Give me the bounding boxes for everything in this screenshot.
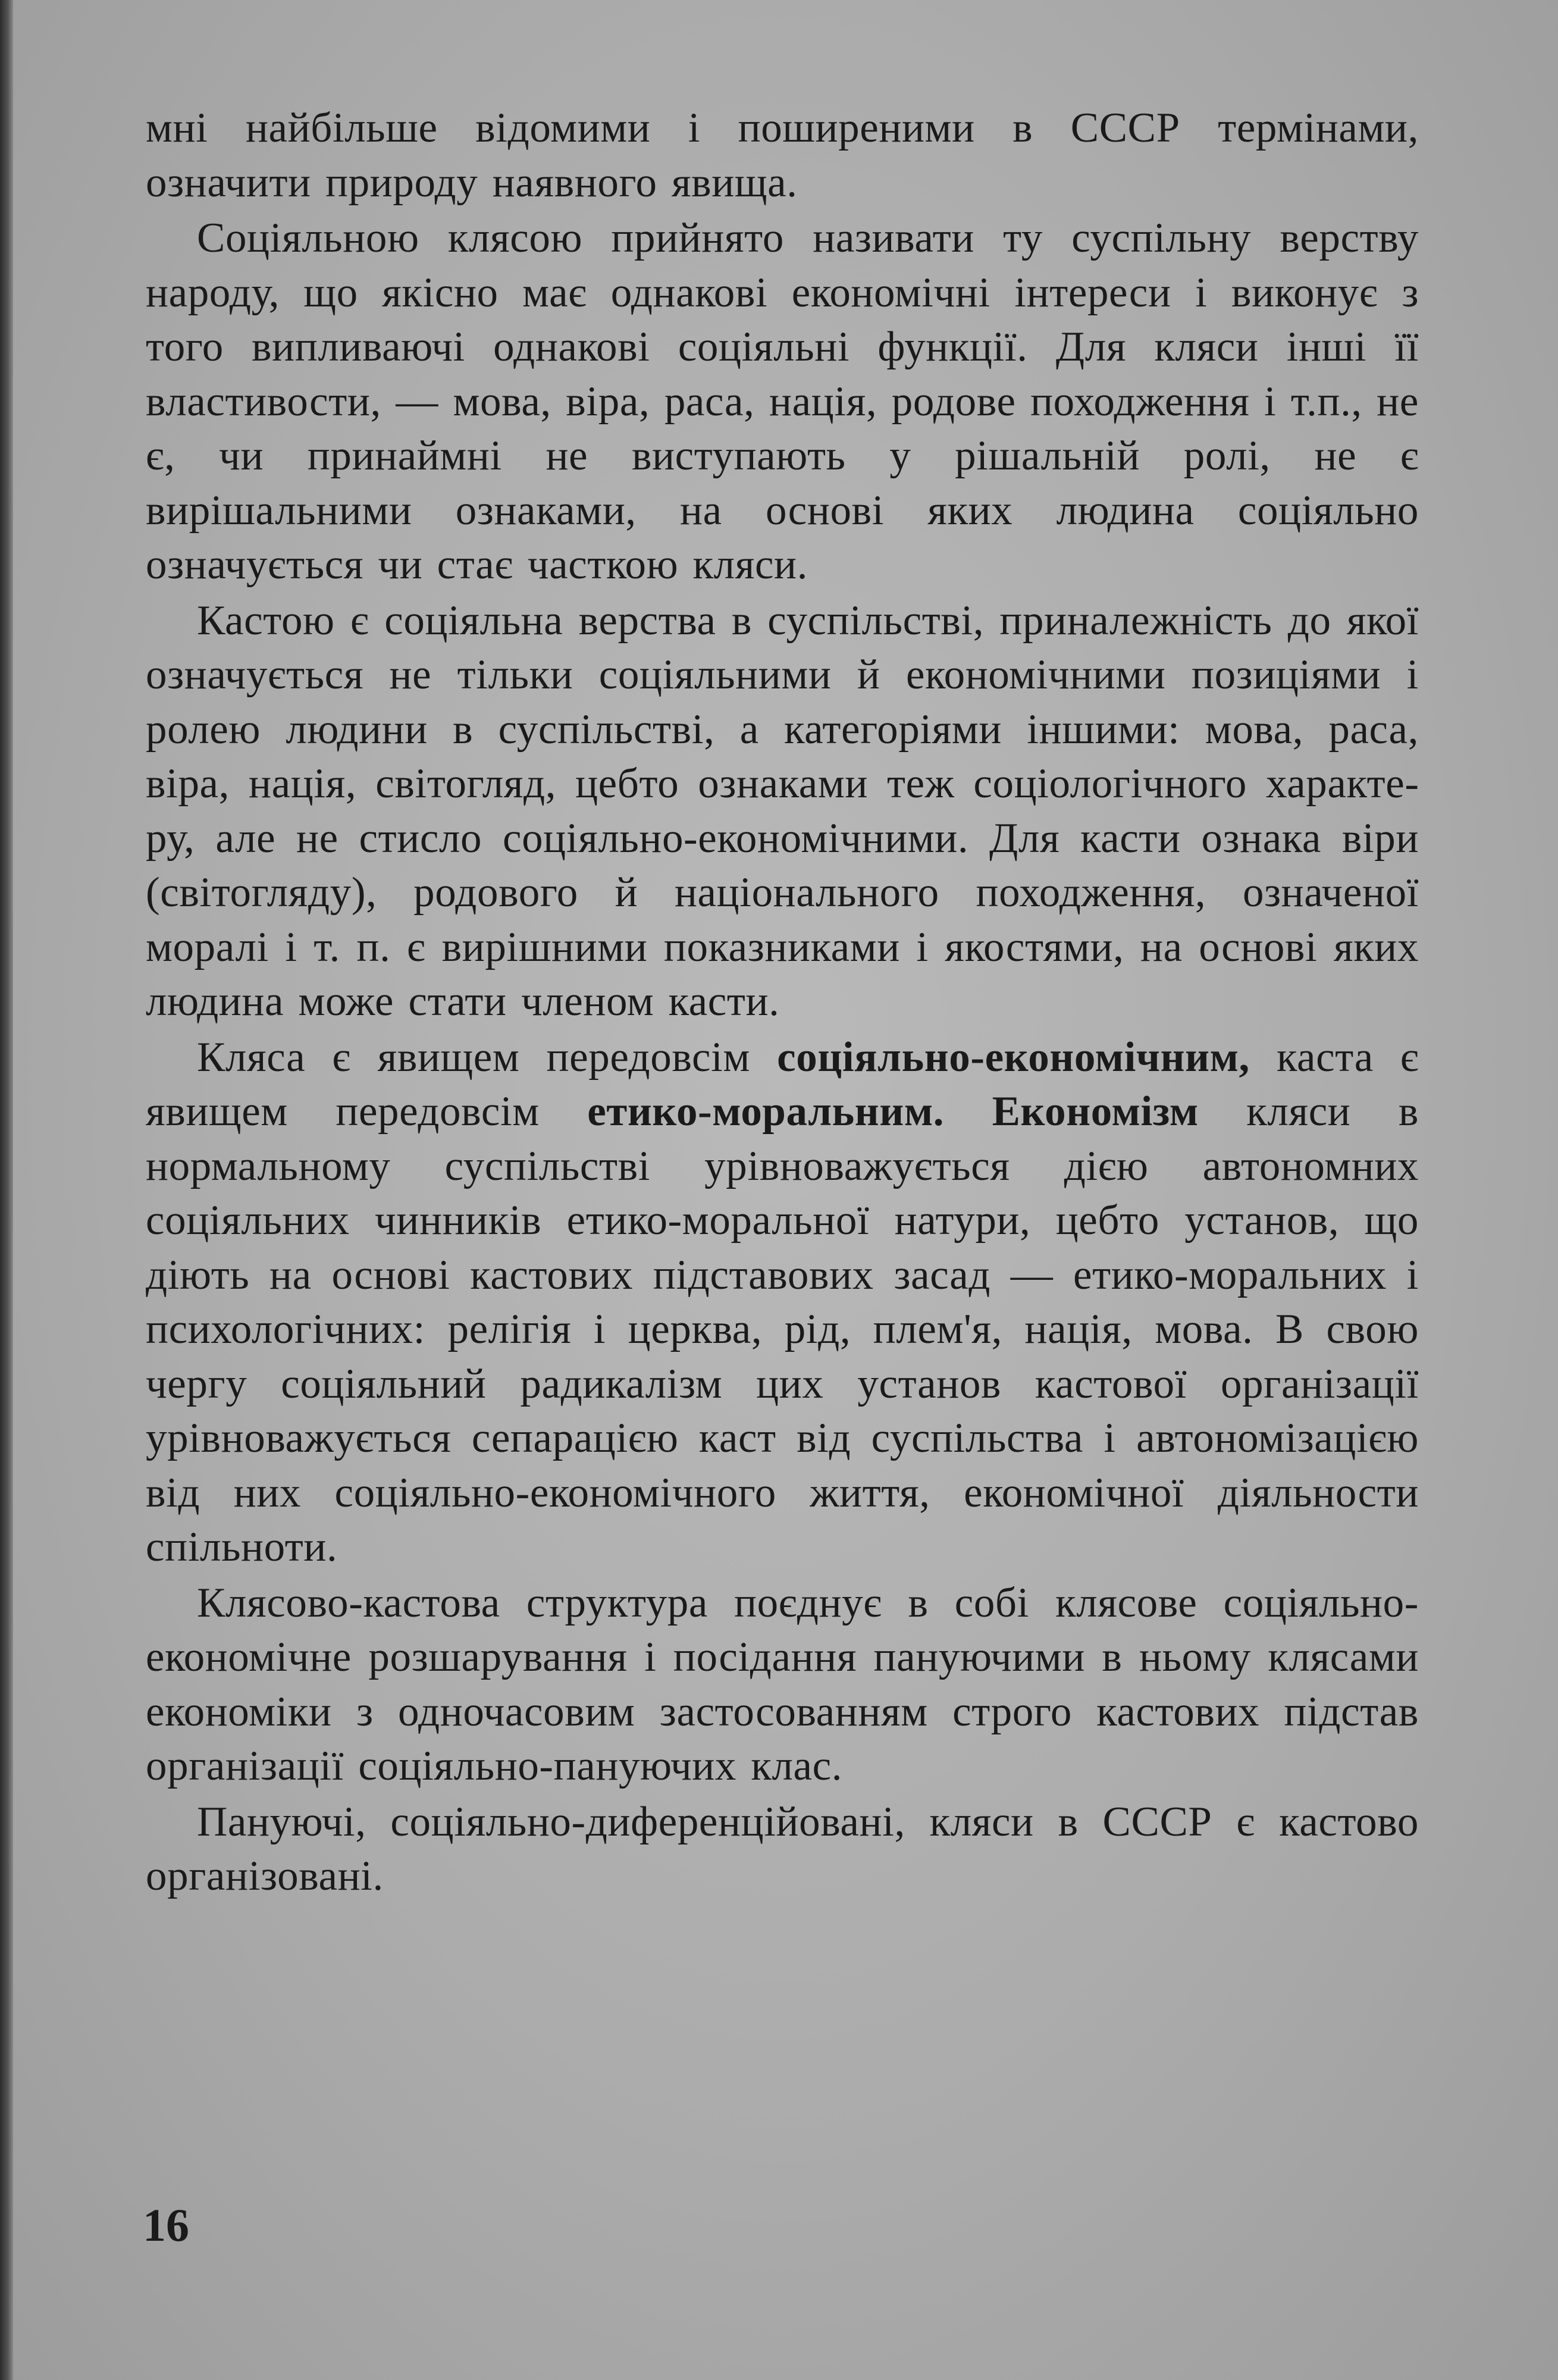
body-text xyxy=(146,101,1419,1904)
text-run: Кляса є явищем передовсім xyxy=(197,1034,778,1081)
text-run xyxy=(944,1088,992,1135)
text-run: Соціяльною клясою прийнято називати ту суспільну верству народу, що якісно має однакові економічні інтереси і виконує з того випливаючі однакові соціяльні функції. Для кляси інші її властивости, — мова, віра, раса, нація, родове походження і т.п., не є, чи принаймні не виступають у рішальній ролі, не є вирішальними ознаками, на основі яких людина соціяльно означується чи стає часткою кляси. xyxy=(146,215,1419,588)
page-number: 16 xyxy=(143,2199,189,2251)
paragraph xyxy=(146,101,1419,210)
paragraph xyxy=(146,1795,1419,1904)
paragraph xyxy=(146,594,1419,1029)
bold-text-run: соціяльно-економічним, xyxy=(777,1034,1250,1081)
text-run: Пануючі, соціяльно-диференційовані, кляси в СССР є кастово організовані. xyxy=(146,1798,1419,1899)
text-run: мні найбільше відомими і поширеними в СССР термінами, означити природу наявного явища. xyxy=(146,105,1419,206)
text-run: Кастою є соціяльна верства в суспільстві, приналежність до якої означується не тільки соціяльними й економічними позиціями і ролею людини в суспільстві, а категоріями іншими: мова, раса, віра, нація, світогляд, цебто ознаками теж соціологічного характеру, але не стисло соціяльно-економічними. Для касти ознака віри (світогляду), родового й національного походження, означеної моралі і т. п. є вирішними показниками і якостями, на основі яких людина може стати членом касти. xyxy=(146,597,1419,1025)
paragraph xyxy=(146,1576,1419,1794)
text-run: кляси в нормальному суспільстві урівноважується дією автономних соціяльних чинників етико-моральної натури, цебто установ, що діють на основі кастових підставових засад — етико-моральних і психологічних: релігія і церква, рід, плем'я, нація, мова. В свою чергу соціяльний радикалізм цих установ кастової організації урівноважується сепарацією каст від суспільства і автономізацією від них соціяльно-економічного життя, економічної діяльности спільноти. xyxy=(146,1088,1419,1570)
text-run: каста є явищем передовсім xyxy=(146,1034,1419,1135)
bold-text-run: Економізм xyxy=(992,1088,1199,1135)
text-run: Клясово-кастова структура поєднує в собі клясове соціяльно-економічне розшарування і посідання пануючими в ньому клясами економіки з одночасовим застосованням строго кастових підстав організації соціяльно-пануючих клас. xyxy=(146,1579,1419,1789)
paragraph xyxy=(146,211,1419,593)
paragraph xyxy=(146,1031,1419,1575)
bold-text-run: етико-моральним. xyxy=(587,1088,945,1135)
page-binding-edge xyxy=(0,0,13,2380)
